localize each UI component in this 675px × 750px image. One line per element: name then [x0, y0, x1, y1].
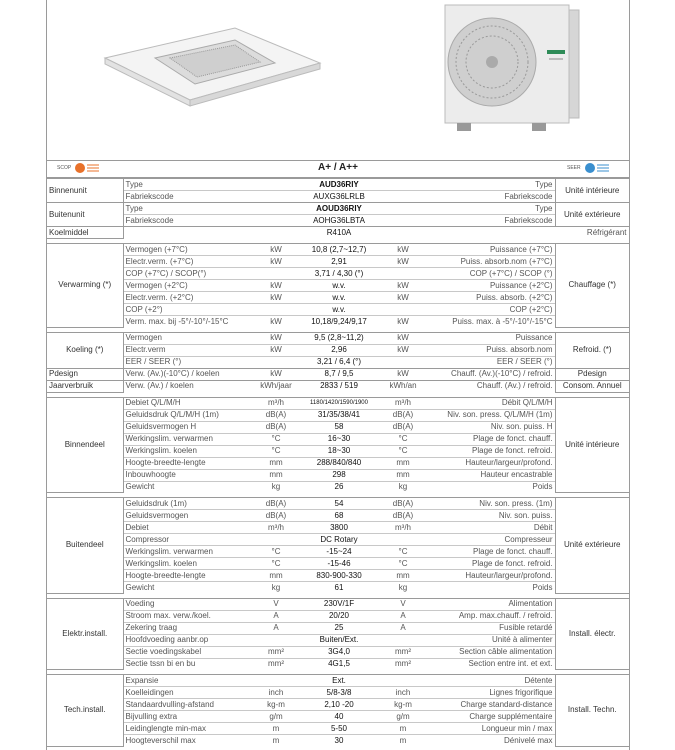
unit: mm — [381, 570, 425, 582]
unit: m — [381, 723, 425, 735]
table-row — [47, 558, 629, 570]
unit — [255, 634, 297, 646]
table-row — [47, 344, 629, 356]
row-label-nl: COP (+2°) — [123, 304, 255, 316]
table-row — [47, 356, 629, 368]
table-row — [47, 397, 629, 409]
row-label-nl: Geluidsvermogen H — [123, 421, 255, 433]
unit: mm — [255, 457, 297, 469]
unit: mm² — [381, 646, 425, 658]
row-label-nl: Geluidsvermogen — [123, 510, 255, 522]
table-row — [47, 280, 629, 292]
unit: kg — [255, 481, 297, 493]
unit: A — [255, 610, 297, 622]
unit: dB(A) — [381, 510, 425, 522]
row-label-nl: Voeding — [123, 598, 255, 610]
row-label-nl: Verw. (Av.)(-10°C) / koelen — [123, 368, 255, 380]
group-label: Pdesign — [47, 368, 123, 380]
unit: mm — [255, 469, 297, 481]
row-label-fr: Dénivelé max — [425, 735, 555, 747]
unit — [255, 304, 297, 316]
unit: m — [255, 735, 297, 747]
table-row — [47, 368, 629, 380]
table-row — [47, 510, 629, 522]
unit — [255, 356, 297, 368]
table-row — [47, 215, 629, 227]
row-label-nl: Debiet — [123, 522, 255, 534]
empty-cell — [123, 227, 297, 239]
row-label-fr: Section câble alimentation — [425, 646, 555, 658]
row-label-nl: Gewicht — [123, 582, 255, 594]
row-label-fr: Puissance (+7°C) — [425, 244, 555, 256]
table-row — [47, 675, 629, 687]
row-value: -15~24 — [297, 546, 381, 558]
row-label-nl: Vermogen — [123, 332, 255, 344]
unit: m — [381, 735, 425, 747]
row-value: 2,10 -20 — [297, 699, 381, 711]
unit: A — [381, 610, 425, 622]
group-label: Koelmiddel — [47, 227, 123, 239]
spec-table — [47, 178, 630, 747]
unit: °C — [381, 433, 425, 445]
row-label-nl: Electr.verm — [123, 344, 255, 356]
row-label-nl: Werkingslim. koelen — [123, 558, 255, 570]
group-label-fr: Consom. Annuel — [555, 380, 629, 392]
unit — [255, 675, 297, 687]
cassette-indoor-unit-image — [85, 18, 335, 128]
unit — [381, 268, 425, 280]
row-label-nl: Werkingslim. verwarmen — [123, 546, 255, 558]
unit: kg-m — [255, 699, 297, 711]
unit: inch — [381, 687, 425, 699]
group-label-fr: Refroid. (*) — [555, 332, 629, 368]
row-value: 2,96 — [297, 344, 381, 356]
unit: m³/h — [255, 397, 297, 409]
unit: kg — [255, 582, 297, 594]
row-label-nl: Electr.verm. (+2°C) — [123, 292, 255, 304]
row-label-nl: Werkingslim. koelen — [123, 445, 255, 457]
row-value: 26 — [297, 481, 381, 493]
unit: m³/h — [381, 397, 425, 409]
unit: °C — [255, 558, 297, 570]
cooling-icon — [584, 162, 610, 174]
row-label-nl: Werkingslim. verwarmen — [123, 433, 255, 445]
row-label-fr: Hauteur/largeur/profond. — [425, 457, 555, 469]
unit: kW — [255, 244, 297, 256]
table-row — [47, 610, 629, 622]
unit — [381, 304, 425, 316]
row-value: 18~30 — [297, 445, 381, 457]
row-label-nl: Expansie — [123, 675, 255, 687]
unit: mm — [381, 457, 425, 469]
energy-class-title: A+ / A++ — [318, 162, 358, 173]
unit: kW — [255, 344, 297, 356]
group-label: Jaarverbruik — [47, 380, 123, 392]
group-label-fr: Unité extérieure — [555, 203, 629, 227]
row-value: 298 — [297, 469, 381, 481]
row-label-fr: Compresseur — [425, 534, 555, 546]
row-value: 5-50 — [297, 723, 381, 735]
table-row — [47, 409, 629, 421]
row-label-fr: Poids — [425, 481, 555, 493]
unit: dB(A) — [255, 409, 297, 421]
row-label-nl: Vermogen (+7°C) — [123, 244, 255, 256]
unit: kW — [255, 292, 297, 304]
row-value: w.v. — [297, 304, 381, 316]
row-value: 3,21 / 6,4 (°) — [297, 356, 381, 368]
scop-label: SCOP — [57, 165, 72, 171]
row-label-nl: Fabriekscode — [123, 215, 297, 227]
unit: A — [255, 622, 297, 634]
row-value: 16~30 — [297, 433, 381, 445]
row-label-nl: Koelleidingen — [123, 687, 255, 699]
table-row — [47, 546, 629, 558]
row-label-nl: Type — [123, 203, 297, 215]
unit: °C — [381, 546, 425, 558]
group-label: Elektr.install. — [47, 598, 123, 670]
row-value: -15-46 — [297, 558, 381, 570]
group-label-fr: Unité intérieure — [555, 179, 629, 203]
row-label-fr: Type — [381, 179, 555, 191]
row-value: 10,18/9,24/9,17 — [297, 316, 381, 328]
table-row — [47, 622, 629, 634]
unit: mm — [381, 469, 425, 481]
row-label-nl: EER / SEER (°) — [123, 356, 255, 368]
row-label-nl: Hoogte-breedte-lengte — [123, 457, 255, 469]
table-row — [47, 735, 629, 747]
row-label-fr: COP (+2°C) — [425, 304, 555, 316]
row-value: 3800 — [297, 522, 381, 534]
unit: °C — [255, 445, 297, 457]
outdoor-unit-image — [437, 0, 587, 135]
row-label-fr: Débit — [425, 522, 555, 534]
row-label-nl: Hoogteverschil max — [123, 735, 255, 747]
table-row — [47, 658, 629, 670]
row-value: AOUD36RIY — [297, 203, 381, 215]
group-label: Binnendeel — [47, 397, 123, 493]
row-value: 830-900-330 — [297, 570, 381, 582]
group-label-fr: Unité intérieure — [555, 397, 629, 493]
row-value: AUD36RIY — [297, 179, 381, 191]
row-label-fr: Puiss. max. à -5°/-10°/-15°C — [425, 316, 555, 328]
row-value: 61 — [297, 582, 381, 594]
row-label-fr: Longueur min / max — [425, 723, 555, 735]
row-label-nl: Type — [123, 179, 297, 191]
row-label-fr: Puissance — [425, 332, 555, 344]
row-label-nl: Fabriekscode — [123, 191, 297, 203]
row-value: 10,8 (2,7~12,7) — [297, 244, 381, 256]
row-label-fr: Plage de fonct. chauff. — [425, 546, 555, 558]
row-label-nl: Geluidsdruk Q/L/M/H (1m) — [123, 409, 255, 421]
row-value: R410A — [297, 227, 381, 239]
table-row — [47, 646, 629, 658]
row-label-nl: Standaardvulling-afstand — [123, 699, 255, 711]
table-row — [47, 380, 629, 392]
row-label-nl: Stroom max. verw./koel. — [123, 610, 255, 622]
unit: V — [255, 598, 297, 610]
row-value: 25 — [297, 622, 381, 634]
unit: °C — [381, 558, 425, 570]
unit: °C — [255, 546, 297, 558]
row-label-fr: Débit Q/L/M/H — [425, 397, 555, 409]
empty-cell: Réfrigérant — [381, 227, 629, 239]
unit: V — [381, 598, 425, 610]
spec-sheet — [46, 0, 630, 750]
unit: m — [255, 723, 297, 735]
table-row — [47, 421, 629, 433]
table-row — [47, 332, 629, 344]
row-label-nl: Zekering traag — [123, 622, 255, 634]
row-label-fr: Détente — [425, 675, 555, 687]
row-label-fr: Plage de fonct. refroid. — [425, 558, 555, 570]
group-label-fr: Pdesign — [555, 368, 629, 380]
row-label-fr: Hauteur encastrable — [425, 469, 555, 481]
unit: g/m — [255, 711, 297, 723]
group-label: Verwarming (*) — [47, 244, 123, 328]
row-label-fr: Unité à alimenter — [425, 634, 555, 646]
row-value: DC Rotary — [297, 534, 381, 546]
unit: g/m — [381, 711, 425, 723]
row-label-fr: Type — [381, 203, 555, 215]
table-row — [47, 699, 629, 711]
row-label-fr: Charge supplémentaire — [425, 711, 555, 723]
unit: inch — [255, 687, 297, 699]
unit: kWh/an — [381, 380, 425, 392]
product-images — [47, 0, 629, 161]
row-label-fr: Poids — [425, 582, 555, 594]
row-label-fr: Section entre int. et ext. — [425, 658, 555, 670]
group-label-fr: Install. électr. — [555, 598, 629, 670]
table-row — [47, 433, 629, 445]
row-label-nl: Electr.verm. (+7°C) — [123, 256, 255, 268]
group-label: Koeling (*) — [47, 332, 123, 368]
row-value: AOHG36LBTA — [297, 215, 381, 227]
unit: kW — [255, 280, 297, 292]
group-label-fr: Unité extérieure — [555, 498, 629, 594]
row-label-nl: Hoogte-breedte-lengte — [123, 570, 255, 582]
row-value: Ext. — [297, 675, 381, 687]
table-row — [47, 582, 629, 594]
group-label-fr: Install. Techn. — [555, 675, 629, 747]
seer-badge — [567, 162, 610, 174]
group-label: Binnenunit — [47, 179, 123, 203]
row-value: 3,71 / 4,30 (°) — [297, 268, 381, 280]
row-value: 20/20 — [297, 610, 381, 622]
row-label-fr: EER / SEER (°) — [425, 356, 555, 368]
unit: m³/h — [255, 522, 297, 534]
unit: kW — [381, 368, 425, 380]
table-row — [47, 316, 629, 328]
row-label-fr: Niv. son. press. Q/L/M/H (1m) — [425, 409, 555, 421]
unit: mm² — [381, 658, 425, 670]
row-value: 54 — [297, 498, 381, 510]
row-label-nl: Inbouwhoogte — [123, 469, 255, 481]
unit: kg-m — [381, 699, 425, 711]
table-row — [47, 227, 629, 239]
row-label-nl: Debiet Q/L/M/H — [123, 397, 255, 409]
row-label-fr: COP (+7°C) / SCOP (°) — [425, 268, 555, 280]
row-label-fr: Plage de fonct. refroid. — [425, 445, 555, 457]
unit: °C — [381, 445, 425, 457]
unit: kW — [255, 368, 297, 380]
row-value: 288/840/840 — [297, 457, 381, 469]
unit: kW — [381, 280, 425, 292]
row-label-nl: Geluidsdruk (1m) — [123, 498, 255, 510]
unit: kW — [381, 244, 425, 256]
unit: kW — [255, 316, 297, 328]
table-row — [47, 179, 629, 191]
table-row — [47, 711, 629, 723]
row-label-nl: Leidinglengte min-max — [123, 723, 255, 735]
row-label-fr: Puiss. absorb.nom — [425, 344, 555, 356]
table-row — [47, 268, 629, 280]
table-row — [47, 469, 629, 481]
row-label-fr: Amp. max.chauff. / refroid. — [425, 610, 555, 622]
row-value: w.v. — [297, 280, 381, 292]
unit: kW — [381, 332, 425, 344]
unit: mm² — [255, 658, 297, 670]
row-label-fr: Puissance (+2°C) — [425, 280, 555, 292]
row-label-fr: Puiss. absorb. (+2°C) — [425, 292, 555, 304]
row-value: 8,7 / 9,5 — [297, 368, 381, 380]
table-row — [47, 191, 629, 203]
table-row — [47, 244, 629, 256]
row-label-nl: Gewicht — [123, 481, 255, 493]
unit: °C — [255, 433, 297, 445]
row-label-fr: Puiss. absorb.nom (+7°C) — [425, 256, 555, 268]
row-label-fr: Chauff. (Av.) / refroid. — [425, 380, 555, 392]
unit: dB(A) — [381, 409, 425, 421]
table-row — [47, 634, 629, 646]
table-row — [47, 292, 629, 304]
row-value: 2,91 — [297, 256, 381, 268]
unit: kW — [381, 292, 425, 304]
row-value: 4G1,5 — [297, 658, 381, 670]
unit: kW — [381, 344, 425, 356]
row-label-nl: Verw. (Av.) / koelen — [123, 380, 255, 392]
unit: dB(A) — [381, 421, 425, 433]
unit: kg — [381, 481, 425, 493]
table-row — [47, 598, 629, 610]
table-row — [47, 498, 629, 510]
unit: dB(A) — [381, 498, 425, 510]
table-row — [47, 203, 629, 215]
row-label-nl: Vermogen (+2°C) — [123, 280, 255, 292]
row-label-nl: Sectie tssn bi en bu — [123, 658, 255, 670]
row-label-fr: Niv. son. press. (1m) — [425, 498, 555, 510]
row-label-fr: Charge standard-distance — [425, 699, 555, 711]
unit: m³/h — [381, 522, 425, 534]
unit: dB(A) — [255, 498, 297, 510]
group-label-fr: Chauffage (*) — [555, 244, 629, 328]
row-label-nl: Sectie voedingskabel — [123, 646, 255, 658]
seer-label: SEER — [567, 165, 581, 171]
unit: kW — [255, 332, 297, 344]
unit — [381, 534, 425, 546]
unit: kg — [381, 582, 425, 594]
row-value: 31/35/38/41 — [297, 409, 381, 421]
row-label-fr: Alimentation — [425, 598, 555, 610]
table-row — [47, 445, 629, 457]
table-row — [47, 522, 629, 534]
row-label-fr: Niv. son. puiss. — [425, 510, 555, 522]
row-label-nl: COP (+7°C) / SCOP(°) — [123, 268, 255, 280]
table-row — [47, 304, 629, 316]
row-value: 9,5 (2,8~11,2) — [297, 332, 381, 344]
unit: A — [381, 622, 425, 634]
table-row — [47, 256, 629, 268]
unit: kW — [381, 316, 425, 328]
table-row — [47, 723, 629, 735]
row-value: 230V/1F — [297, 598, 381, 610]
row-value: 58 — [297, 421, 381, 433]
unit — [255, 268, 297, 280]
unit — [381, 675, 425, 687]
row-label-nl: Verm. max. bij -5°/-10°/-15°C — [123, 316, 255, 328]
unit: mm² — [255, 646, 297, 658]
row-value: 2833 / 519 — [297, 380, 381, 392]
unit: mm — [255, 570, 297, 582]
table-row — [47, 570, 629, 582]
unit: kW — [381, 256, 425, 268]
row-value: AUXG36LRLB — [297, 191, 381, 203]
row-label-nl: Compressor — [123, 534, 255, 546]
row-value: w.v. — [297, 292, 381, 304]
row-value: 30 — [297, 735, 381, 747]
unit: kW — [255, 256, 297, 268]
row-value: 3G4,0 — [297, 646, 381, 658]
row-value: 1180/1420/1590/1900 — [297, 397, 381, 409]
row-value: 68 — [297, 510, 381, 522]
group-label: Buitendeel — [47, 498, 123, 594]
row-label-fr: Fusible retardé — [425, 622, 555, 634]
group-label: Buitenunit — [47, 203, 123, 227]
row-label-nl: Hoofdvoeding aanbr.op — [123, 634, 255, 646]
unit — [381, 634, 425, 646]
table-row — [47, 534, 629, 546]
row-label-fr: Hauteur/largeur/profond. — [425, 570, 555, 582]
unit: dB(A) — [255, 421, 297, 433]
table-row — [47, 481, 629, 493]
unit — [255, 534, 297, 546]
row-label-fr: Niv. son. puiss. H — [425, 421, 555, 433]
table-row — [47, 687, 629, 699]
row-value: 5/8-3/8 — [297, 687, 381, 699]
row-label-fr: Fabriekscode — [381, 215, 555, 227]
energy-rating-bar — [47, 161, 629, 178]
unit: kWh/jaar — [255, 380, 297, 392]
row-label-fr: Chauff. (Av.)(-10°C) / refroid. — [425, 368, 555, 380]
row-label-fr: Plage de fonct. chauff. — [425, 433, 555, 445]
row-label-fr: Lignes frigorifique — [425, 687, 555, 699]
row-value: 40 — [297, 711, 381, 723]
group-label: Tech.install. — [47, 675, 123, 747]
table-row — [47, 457, 629, 469]
row-value: Buiten/Ext. — [297, 634, 381, 646]
unit — [381, 356, 425, 368]
row-label-nl: Bijvulling extra — [123, 711, 255, 723]
row-label-fr: Fabriekscode — [381, 191, 555, 203]
unit: dB(A) — [255, 510, 297, 522]
